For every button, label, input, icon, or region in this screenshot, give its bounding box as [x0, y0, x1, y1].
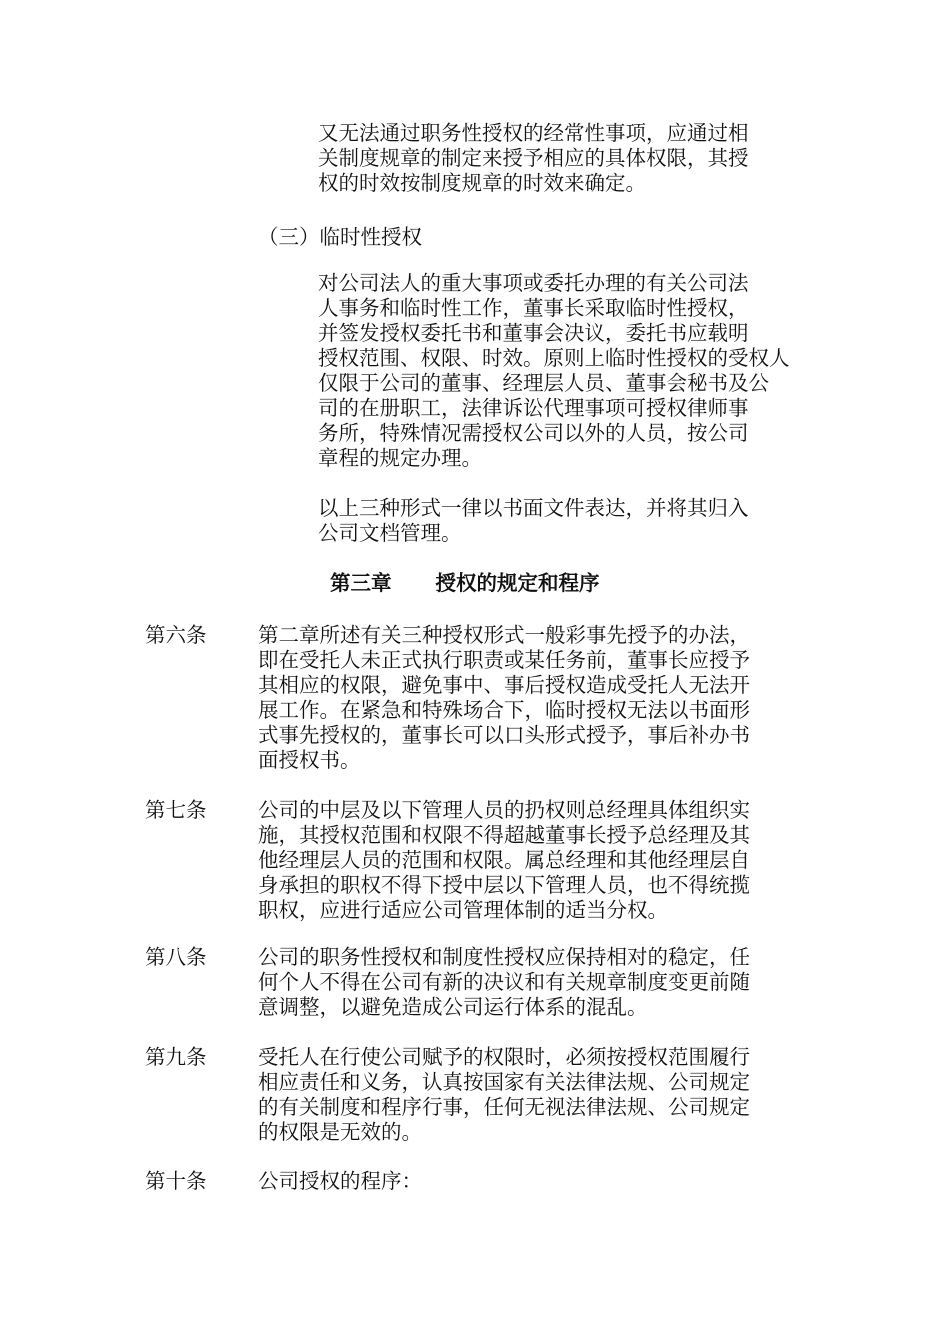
article-label: 第十条	[145, 1169, 207, 1193]
text-line: 又无法通过职务性授权的经常性事项，应通过相	[318, 121, 749, 145]
text-line: 对公司法人的重大事项或委托办理的有关公司法	[318, 271, 749, 295]
text-line: 授权范围、权限、时效。原则上临时性授权的受权人	[318, 346, 790, 370]
article-body	[258, 1045, 818, 1145]
text-line: 他经理层人员的范围和权限。属总经理和其他经理层自	[258, 848, 750, 872]
chapter-heading	[330, 571, 600, 596]
text-line: 意调整，以避免造成公司运行体系的混乱。	[258, 995, 648, 1019]
text-line: 身承担的职权不得下授中层以下管理人员，也不得统揽	[258, 873, 750, 897]
text-line: 并签发授权委托书和董事会决议，委托书应载明	[318, 321, 749, 345]
text-line: 受托人在行使公司赋予的权限时，必须按授权范围履行	[258, 1045, 750, 1069]
text-line: 人事务和临时性工作，董事长采取临时性授权，	[318, 296, 749, 320]
text-line: 第二章所述有关三种授权形式一般彩事先授予的办法，	[258, 623, 750, 647]
text-line: 公司的职务性授权和制度性授权应保持相对的稳定，任	[258, 945, 750, 969]
text-line: 权的时效按制度规章的时效来确定。	[318, 171, 646, 195]
text-line: 式事先授权的，董事长可以口头形式授予，事后补办书	[258, 723, 750, 747]
text-line: 仅限于公司的董事、经理层人员、董事会秘书及公	[318, 371, 769, 395]
text-line: 务所，特殊情况需授权公司以外的人员，按公司	[318, 421, 749, 445]
text-line: 相应责任和义务，认真按国家有关法律法规、公司规定	[258, 1070, 750, 1094]
text-line: 公司授权的程序：	[258, 1169, 422, 1193]
subsection-body-paragraph	[318, 271, 818, 471]
article-body	[258, 798, 818, 923]
text-line: 的权限是无效的。	[258, 1120, 422, 1144]
text-line: 职权，应进行适应公司管理体制的适当分权。	[258, 898, 668, 922]
text-line: 公司文档管理。	[318, 521, 462, 545]
summary-paragraph	[318, 496, 818, 546]
article-label: 第九条	[145, 1045, 207, 1069]
article-body	[258, 1169, 818, 1194]
text-line: 公司的中层及以下管理人员的扔权则总经理具体组织实	[258, 798, 750, 822]
text-line: 司的在册职工，法律诉讼代理事项可授权律师事	[318, 396, 749, 420]
article-label: 第八条	[145, 945, 207, 969]
text-line: 关制度规章的制定来授予相应的具体权限，其授	[318, 146, 749, 170]
text-line: 其相应的权限，避免事中、事后授权造成受托人无法开	[258, 673, 750, 697]
article-body	[258, 945, 818, 1020]
text-line: 展工作。在紧急和特殊场合下，临时授权无法以书面形	[258, 698, 750, 722]
article-label: 第六条	[145, 623, 207, 647]
section-continuation-paragraph	[318, 121, 818, 196]
article-body	[258, 623, 818, 773]
text-line: 即在受托人未正式执行职责或某任务前，董事长应授予	[258, 648, 750, 672]
subsection-heading: （三）临时性授权	[258, 225, 422, 249]
text-line: 章程的规定办理。	[318, 446, 482, 470]
text-line: 何个人不得在公司有新的决议和有关规章制度变更前随	[258, 970, 750, 994]
text-line: 面授权书。	[258, 748, 361, 772]
chapter-title-text: 授权的规定和程序	[435, 571, 600, 595]
article-label: 第七条	[145, 798, 207, 822]
text-line: 的有关制度和程序行事，任何无视法律法规、公司规定	[258, 1095, 750, 1119]
text-line: 施，其授权范围和权限不得超越董事长授予总经理及其	[258, 823, 750, 847]
chapter-number: 第三章	[330, 571, 392, 595]
text-line: 以上三种形式一律以书面文件表达，并将其归入	[318, 496, 749, 520]
